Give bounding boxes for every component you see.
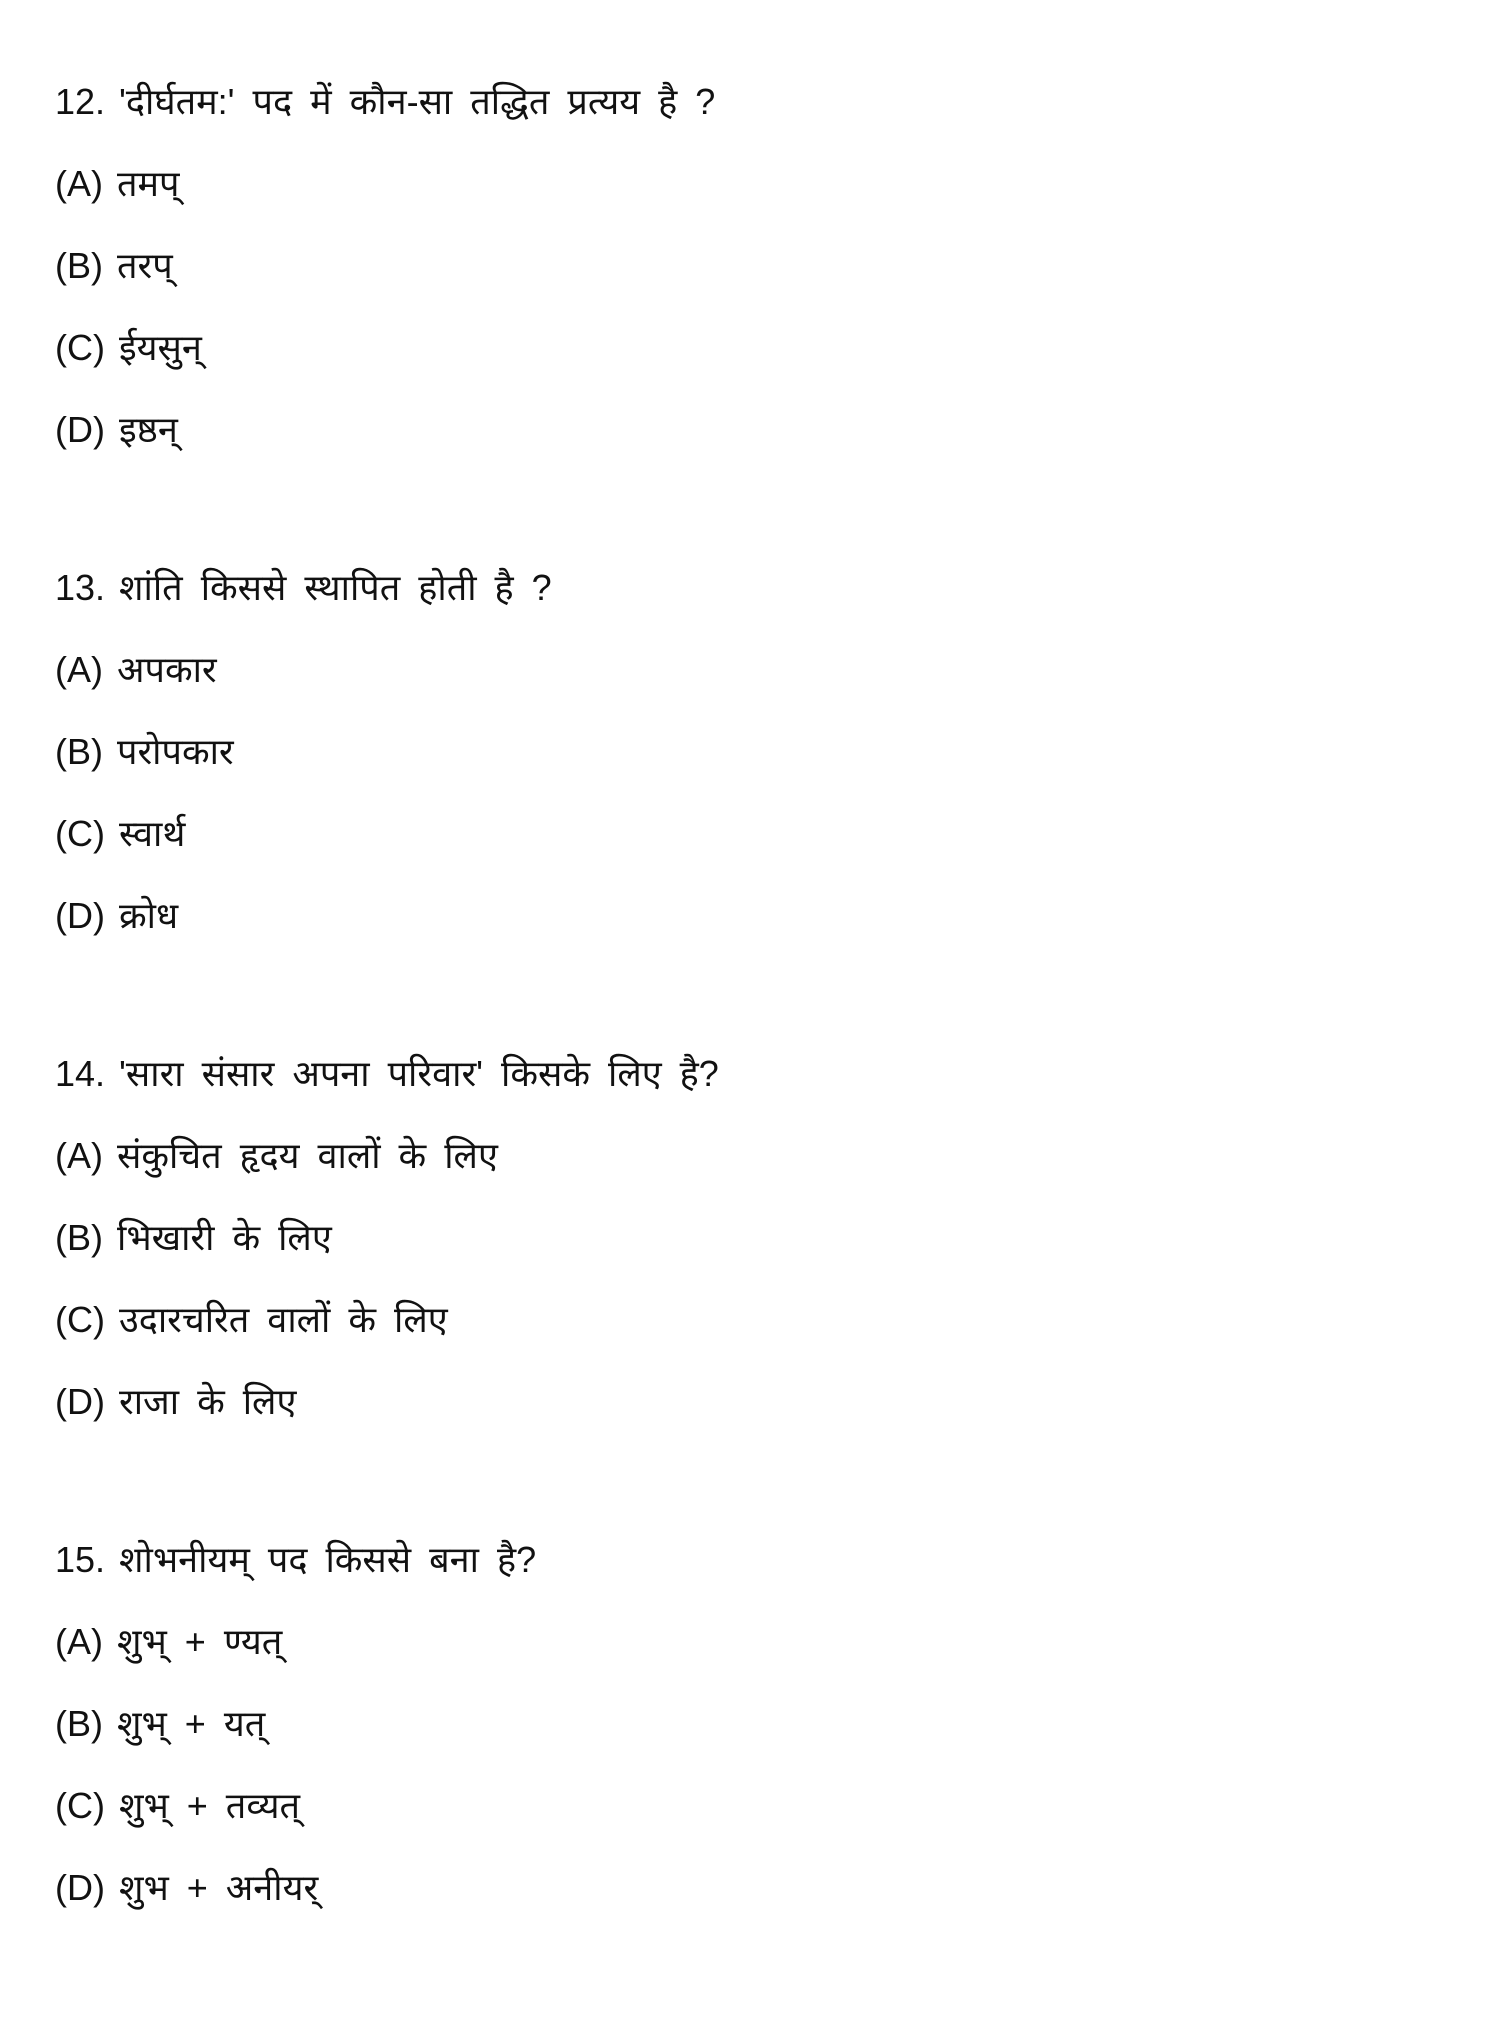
option-c — [55, 804, 719, 886]
option-text: शुभ् + तव्यत् — [118, 1785, 301, 1826]
option-text: अपकार — [117, 649, 217, 690]
option-label: (A) — [55, 1135, 103, 1176]
question-stem: शांति किससे स्थापित होती है ? — [119, 567, 552, 608]
question-text — [55, 1530, 719, 1612]
option-label: (C) — [55, 1785, 105, 1826]
option-d — [55, 400, 719, 482]
option-label: (B) — [55, 731, 103, 772]
option-d — [55, 1372, 719, 1454]
option-a — [55, 1612, 719, 1694]
question-number: 14. — [55, 1053, 106, 1094]
question-number: 12. — [55, 81, 106, 122]
option-text: उदारचरित वालों के लिए — [118, 1299, 448, 1340]
option-label: (B) — [55, 245, 103, 286]
option-a — [55, 640, 719, 722]
option-b — [55, 1694, 719, 1776]
option-d — [55, 1858, 719, 1940]
option-b — [55, 1208, 719, 1290]
option-a — [55, 154, 719, 236]
option-label: (B) — [55, 1703, 103, 1744]
option-a — [55, 1126, 719, 1208]
question-number: 15. — [55, 1539, 106, 1580]
option-text: तमप् — [117, 163, 180, 204]
option-text: शुभ + अनीयर् — [118, 1867, 319, 1908]
question-stem: 'सारा संसार अपना परिवार' किसके लिए है? — [119, 1053, 719, 1094]
option-text: स्वार्थ — [118, 813, 186, 854]
option-label: (A) — [55, 649, 103, 690]
option-label: (A) — [55, 163, 103, 204]
option-text: ईयसुन् — [118, 327, 202, 368]
option-c — [55, 1776, 719, 1858]
question-text — [55, 558, 719, 640]
question-12 — [55, 72, 719, 482]
question-stem: शोभनीयम् पद किससे बना है? — [119, 1539, 537, 1580]
option-label: (C) — [55, 327, 105, 368]
question-15 — [55, 1530, 719, 1940]
question-text — [55, 72, 719, 154]
option-c — [55, 1290, 719, 1372]
option-text: क्रोध — [118, 895, 179, 936]
option-label: (D) — [55, 1381, 105, 1422]
option-label: (A) — [55, 1621, 103, 1662]
option-d — [55, 886, 719, 968]
option-label: (C) — [55, 1299, 105, 1340]
question-number: 13. — [55, 567, 106, 608]
option-label: (C) — [55, 813, 105, 854]
question-14 — [55, 1044, 719, 1454]
question-sheet — [55, 72, 719, 2016]
option-label: (D) — [55, 1867, 105, 1908]
option-text: तरप् — [117, 245, 173, 286]
question-text — [55, 1044, 719, 1126]
question-13 — [55, 558, 719, 968]
option-label: (D) — [55, 409, 105, 450]
option-text: संकुचित हृदय वालों के लिए — [117, 1135, 498, 1176]
option-label: (B) — [55, 1217, 103, 1258]
option-text: शुभ् + यत् — [117, 1703, 266, 1744]
option-text: शुभ् + ण्यत् — [117, 1621, 283, 1662]
option-text: परोपकार — [117, 731, 234, 772]
option-text: राजा के लिए — [118, 1381, 297, 1422]
option-text: भिखारी के लिए — [117, 1217, 332, 1258]
option-label: (D) — [55, 895, 105, 936]
option-text: इष्ठन् — [118, 409, 178, 450]
option-c — [55, 318, 719, 400]
option-b — [55, 236, 719, 318]
option-b — [55, 722, 719, 804]
question-stem: 'दीर्घतम:' पद में कौन-सा तद्धित प्रत्यय है ? — [119, 81, 716, 122]
